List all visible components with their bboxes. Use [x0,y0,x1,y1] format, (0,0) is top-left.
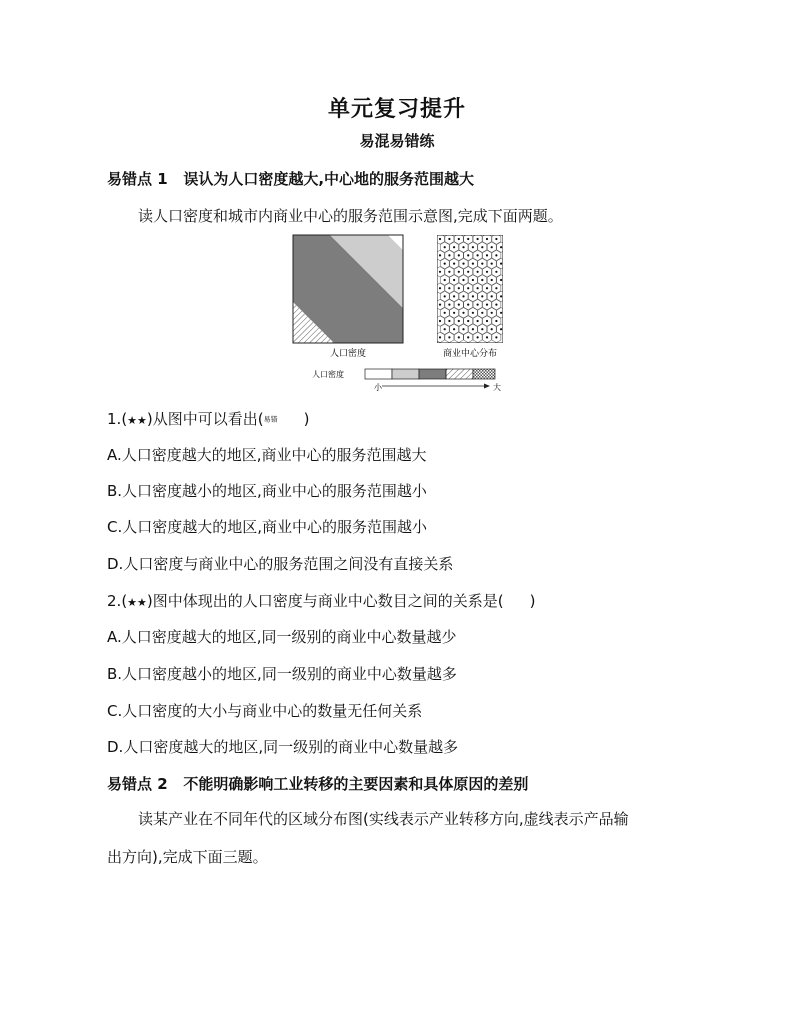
commerce-center-dot [453,263,455,265]
question-2: 2.(★★)图中体现出的人口密度与商业中心数目之间的关系是( ) [107,592,536,610]
commerce-center-dot [439,238,441,240]
q2-option-c[interactable]: C.人口密度的大小与商业中心的数量无任何关系 [107,702,423,720]
q1-option-c[interactable]: C.人口密度越大的地区,商业中心的服务范围越小 [107,518,428,536]
q1-option-a[interactable]: A.人口密度越大的地区,商业中心的服务范围越大 [107,446,427,464]
commerce-center-dot [486,271,488,273]
page-subtitle: 易混易错练 [359,132,435,150]
q1-number: 1. [107,410,122,428]
commerce-center-dot [439,336,441,338]
section-1-label: 易错点 1 [107,170,168,188]
commerce-center-dot [439,271,441,273]
commerce-center-dot [462,295,464,297]
commerce-center-dot [500,312,502,314]
commerce-center-dot [481,263,483,265]
section-1-heading [107,168,474,189]
commerce-center-dot [453,328,455,330]
commerce-center-dot [458,336,460,338]
q1-stem: 从图中可以看出( [152,410,264,428]
commerce-center-dot [462,328,464,330]
commerce-center-dot [458,287,460,289]
commerce-center-dot [472,328,474,330]
commerce-center-dot [444,295,446,297]
commerce-center-dot [486,254,488,256]
commerce-center-dot [439,304,441,306]
page-title: 单元复习提升 [327,96,466,122]
commerce-center-dot [448,336,450,338]
commerce-center-dot [472,263,474,265]
commerce-center-dot [448,254,450,256]
commerce-center-dot [477,287,479,289]
q2-option-a[interactable]: A.人口密度越大的地区,同一级别的商业中心数量越少 [107,628,457,646]
commerce-center-dot [477,336,479,338]
commerce-center-dot [491,312,493,314]
q2-option-d[interactable]: D.人口密度越大的地区,同一级别的商业中心数量越多 [107,738,459,756]
commerce-center-dot [495,287,497,289]
commerce-center-dot [477,254,479,256]
commerce-center-dot [458,271,460,273]
commerce-center-dot [467,336,469,338]
commerce-center-dot [491,246,493,248]
commerce-center-dot [458,238,460,240]
commerce-center-dot [444,263,446,265]
commerce-center-dot [472,312,474,314]
legend-label: 人口密度 [312,370,344,379]
commerce-center-dot [462,246,464,248]
commerce-center-dot [448,304,450,306]
section-1-title: 误认为人口密度越大,中心地的服务范围越大 [183,170,475,188]
q1-difficulty-stars: ★★ [127,414,147,427]
commerce-center-dot [486,238,488,240]
commerce-center-dot [439,287,441,289]
commerce-center-dot [453,279,455,281]
legend-large: 大 [493,383,501,392]
commerce-center-dot [453,246,455,248]
q2-number: 2. [107,592,122,610]
section-2-title: 不能明确影响工业转移的主要因素和具体原因的差别 [183,775,529,793]
commerce-center-dot [500,295,502,297]
commerce-center-dot [495,336,497,338]
q1-tag: 易错 [263,415,278,424]
commerce-center-dot [444,246,446,248]
commerce-center-dot [500,328,502,330]
left-caption: 人口密度 [329,349,367,359]
commerce-center-dot [486,304,488,306]
commerce-center-dot [439,320,441,322]
commerce-center-dot [448,287,450,289]
commerce-center-dot [500,246,502,248]
section-2-intro-line-2: 出方向),完成下面三题。 [107,848,268,866]
commerce-center-dot [467,271,469,273]
commerce-center-dot [462,263,464,265]
commerce-center-dot [481,279,483,281]
commerce-center-dot [472,295,474,297]
commerce-center-dot [495,320,497,322]
commerce-center-dot [439,254,441,256]
commerce-center-dot [467,304,469,306]
q1-stem-end: ) [303,410,310,428]
section-2-heading [107,773,528,794]
commerce-center-dot [477,304,479,306]
commerce-center-dot [477,271,479,273]
commerce-center-dot [491,263,493,265]
section-2-label: 易错点 2 [107,775,168,793]
commerce-center-dot [467,238,469,240]
commerce-center-dot [495,304,497,306]
commerce-center-dot [481,328,483,330]
commerce-center-dot [448,320,450,322]
commerce-center-dot [467,287,469,289]
commerce-center-dot [491,328,493,330]
commerce-center-dot [500,279,502,281]
commerce-center-dot [448,238,450,240]
commerce-center-dot [458,304,460,306]
commerce-center-dot [472,279,474,281]
q1-option-d[interactable]: D.人口密度与商业中心的服务范围之间没有直接关系 [107,555,454,573]
commerce-center-dot [477,320,479,322]
commerce-center-dot [500,263,502,265]
commerce-center-dot [491,279,493,281]
commerce-center-dot [444,312,446,314]
commerce-center-dot [453,295,455,297]
right-caption: 商业中心分布 [442,349,498,359]
q1-option-b[interactable]: B.人口密度越小的地区,商业中心的服务范围越小 [107,482,427,500]
population-commerce-figure [290,232,510,394]
q2-stem-end: ) [529,592,536,610]
commerce-center-dot [444,279,446,281]
density-map [293,235,403,343]
commerce-center-dot [458,320,460,322]
commerce-center-dot [486,320,488,322]
commerce-center-dot [444,328,446,330]
commerce-center-dot [467,254,469,256]
q2-difficulty-stars: ★★ [127,596,147,609]
commerce-center-dot [495,254,497,256]
density-legend [365,369,495,379]
commerce-center-dot [486,287,488,289]
commerce-center-dot [467,320,469,322]
commerce-center-dot [481,246,483,248]
commerce-center-dot [462,312,464,314]
commerce-center-dot [491,295,493,297]
q2-option-b[interactable]: B.人口密度越小的地区,同一级别的商业中心数量越多 [107,665,457,683]
section-1-intro: 读人口密度和城市内商业中心的服务范围示意图,完成下面两题。 [138,207,563,225]
commerce-center-dot [458,254,460,256]
commerce-center-dot [472,246,474,248]
commerce-center-dot [453,312,455,314]
commerce-center-dot [481,312,483,314]
commerce-center-dot [495,238,497,240]
section-2-intro-line-1: 读某产业在不同年代的区域分布图(实线表示产业转移方向,虚线表示产品输 [138,810,629,828]
commerce-center-dot [462,279,464,281]
commerce-center-dot [481,295,483,297]
commerce-center-dot [486,336,488,338]
legend-small: 小 [374,383,382,392]
question-1: 1.(★★)从图中可以看出(易错 ) [107,410,310,428]
commerce-center-map [436,234,506,343]
commerce-center-dot [495,271,497,273]
commerce-center-dot [477,238,479,240]
q2-stem: 图中体现出的人口密度与商业中心数目之间的关系是( [152,592,504,610]
commerce-center-dot [448,271,450,273]
